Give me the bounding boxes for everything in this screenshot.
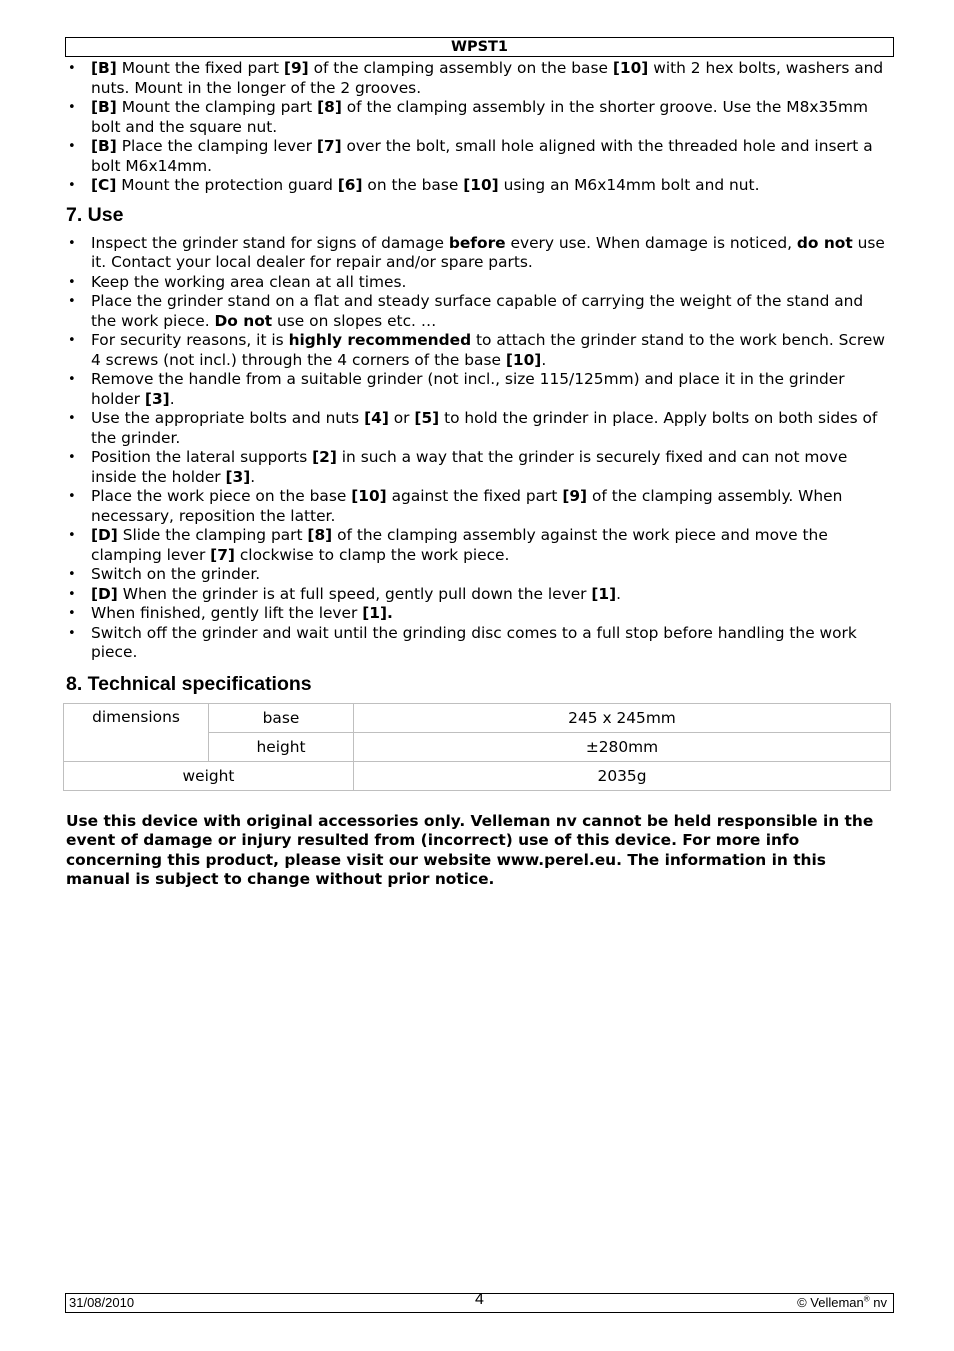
item-text: using an M6x14mm bolt and nut. (498, 176, 760, 194)
footer-copyright (797, 1294, 887, 1312)
list-item (66, 59, 890, 98)
item-text: Slide the clamping part (117, 526, 308, 544)
emphasis-text: before (448, 233, 506, 252)
spec-dimensions-label: dimensions (64, 703, 209, 761)
item-text: with 2 hex bolts, washers and nuts. Mount in the longer of the 2 grooves. (91, 59, 884, 97)
item-text: Switch off the grinder and wait until the grinding disc comes to a full stop before handling the work piece. (91, 623, 857, 661)
item-text: use on slopes etc. … (272, 311, 437, 330)
disclaimer-notice: Use this device with original accessories only. Velleman nv cannot be held responsible in the event of damage or injury resulted from (incorrect) use of this device. For more info concerning this product, please visit our website www.perel.eu. The information in this manual is subject to change without prior notice. (66, 811, 874, 888)
list-item (66, 409, 890, 448)
spec-base-label: base (209, 703, 354, 732)
spec-height-value: ±280mm (354, 732, 891, 761)
emphasis-text: [3] (225, 467, 251, 486)
emphasis-text: [1] (591, 584, 617, 603)
use-instructions-list (66, 234, 890, 663)
list-item (66, 448, 890, 487)
item-text: every use. When damage is noticed, (505, 233, 797, 252)
item-text: . (541, 350, 547, 369)
model-title: WPST1 (450, 39, 509, 55)
list-item (66, 487, 890, 526)
emphasis-text: do not (796, 233, 853, 252)
item-text: of the clamping assembly. When necessary, reposition the latter. (91, 487, 843, 525)
section-heading-use: 7. Use (66, 203, 124, 226)
assembly-steps-list (66, 59, 890, 196)
emphasis-text: [9] (283, 59, 309, 77)
item-text: When the grinder is at full speed, gently pull down the lever (117, 584, 592, 603)
list-item (66, 292, 890, 331)
item-text: . (616, 584, 622, 603)
spec-height-label: height (209, 732, 354, 761)
table-row (64, 703, 891, 732)
emphasis-text: [B] (91, 98, 117, 116)
emphasis-text: [4] (364, 409, 389, 427)
list-item (66, 98, 890, 137)
item-text: Use the appropriate bolts and nuts (91, 409, 365, 427)
item-text: Mount the protection guard (116, 176, 338, 194)
list-item (66, 585, 890, 605)
list-item (66, 604, 890, 624)
item-text: Place the work piece on the base (91, 487, 352, 505)
page-number: 4 (475, 1291, 484, 1308)
registered-mark: ® (863, 1294, 870, 1304)
emphasis-text: [10] (612, 59, 649, 77)
emphasis-text: highly recommended (288, 331, 472, 349)
emphasis-text: [7] (210, 545, 235, 564)
item-text: Mount the fixed part (116, 59, 284, 77)
list-item (66, 176, 890, 196)
emphasis-text: [10] (351, 487, 387, 505)
emphasis-text: [5] (414, 409, 440, 427)
page-content (66, 59, 890, 890)
emphasis-text: [B] (91, 137, 117, 155)
list-item (66, 565, 890, 585)
item-text: on the base (362, 176, 464, 194)
emphasis-text: [9] (562, 487, 588, 505)
emphasis-text: Do not (214, 311, 273, 330)
item-text: Place the grinder stand on a flat and steady surface capable of carrying the weight of the stand and the work piece. (91, 292, 864, 330)
section-heading-specifications: 8. Technical specifications (66, 672, 312, 695)
spec-weight-label: weight (64, 761, 354, 790)
item-text: Mount the clamping part (116, 98, 318, 116)
item-text: of the clamping assembly in the shorter groove. Use the M8x35mm bolt and the square nut. (91, 98, 869, 136)
emphasis-text: [B] (91, 59, 117, 77)
list-item (66, 273, 890, 293)
item-text: use it. Contact your local dealer for repair and/or spare parts. (91, 233, 885, 271)
item-text: clockwise to clamp the work piece. (234, 545, 510, 564)
item-text: Switch on the grinder. (91, 565, 261, 583)
item-text: to hold the grinder in place. Apply bolts on both sides of the grinder. (91, 409, 878, 447)
emphasis-text: [3] (144, 389, 170, 408)
list-item (66, 526, 890, 565)
item-text: Position the lateral supports (91, 448, 313, 466)
specifications-table (63, 703, 891, 791)
list-item (66, 331, 890, 370)
item-text: against the fixed part (386, 487, 563, 505)
copyright-suffix: nv (869, 1295, 887, 1310)
item-text: in such a way that the grinder is securely fixed and can not move inside the holder (91, 448, 848, 486)
item-text: Inspect the grinder stand for signs of damage (91, 233, 449, 252)
emphasis-text: [1]. (362, 604, 393, 622)
item-text: . (250, 467, 256, 486)
item-text: . (169, 389, 175, 408)
emphasis-text: [8] (317, 98, 342, 116)
emphasis-text: [10] (505, 350, 542, 369)
item-text: or (388, 409, 415, 427)
item-text: When finished, gently lift the lever (91, 604, 363, 622)
list-item (66, 624, 890, 663)
emphasis-text: [C] (91, 176, 117, 194)
list-item (66, 234, 890, 273)
spec-base-value: 245 x 245mm (354, 703, 891, 732)
footer-date: 31/08/2010 (69, 1295, 135, 1310)
item-text: of the clamping assembly against the work piece and move the clamping lever (91, 526, 828, 564)
emphasis-text: [6] (337, 176, 363, 194)
emphasis-text: [D] (91, 526, 118, 544)
emphasis-text: [2] (312, 448, 337, 466)
document-header (65, 37, 894, 57)
emphasis-text: [10] (463, 176, 499, 194)
item-text: Remove the handle from a suitable grinder (not incl., size 115/125mm) and place it in the grinder holder (91, 370, 845, 408)
emphasis-text: [8] (307, 526, 333, 544)
item-text: of the clamping assembly on the base (308, 59, 613, 77)
document-footer (65, 1293, 894, 1313)
item-text: For security reasons, it is (91, 331, 289, 349)
list-item (66, 137, 890, 176)
item-text: over the bolt, small hole aligned with the threaded hole and insert a bolt M6x14mm. (91, 137, 873, 175)
table-row (64, 761, 891, 790)
list-item (66, 370, 890, 409)
copyright-owner: © Velleman (797, 1295, 864, 1310)
emphasis-text: [7] (316, 137, 342, 155)
item-text: Keep the working area clean at all times. (91, 272, 407, 291)
spec-weight-value: 2035g (354, 761, 891, 790)
item-text: Place the clamping lever (116, 137, 317, 155)
emphasis-text: [D] (91, 584, 118, 603)
item-text: to attach the grinder stand to the work bench. Screw 4 screws (not incl.) through the 4 corners of the base (91, 331, 885, 369)
